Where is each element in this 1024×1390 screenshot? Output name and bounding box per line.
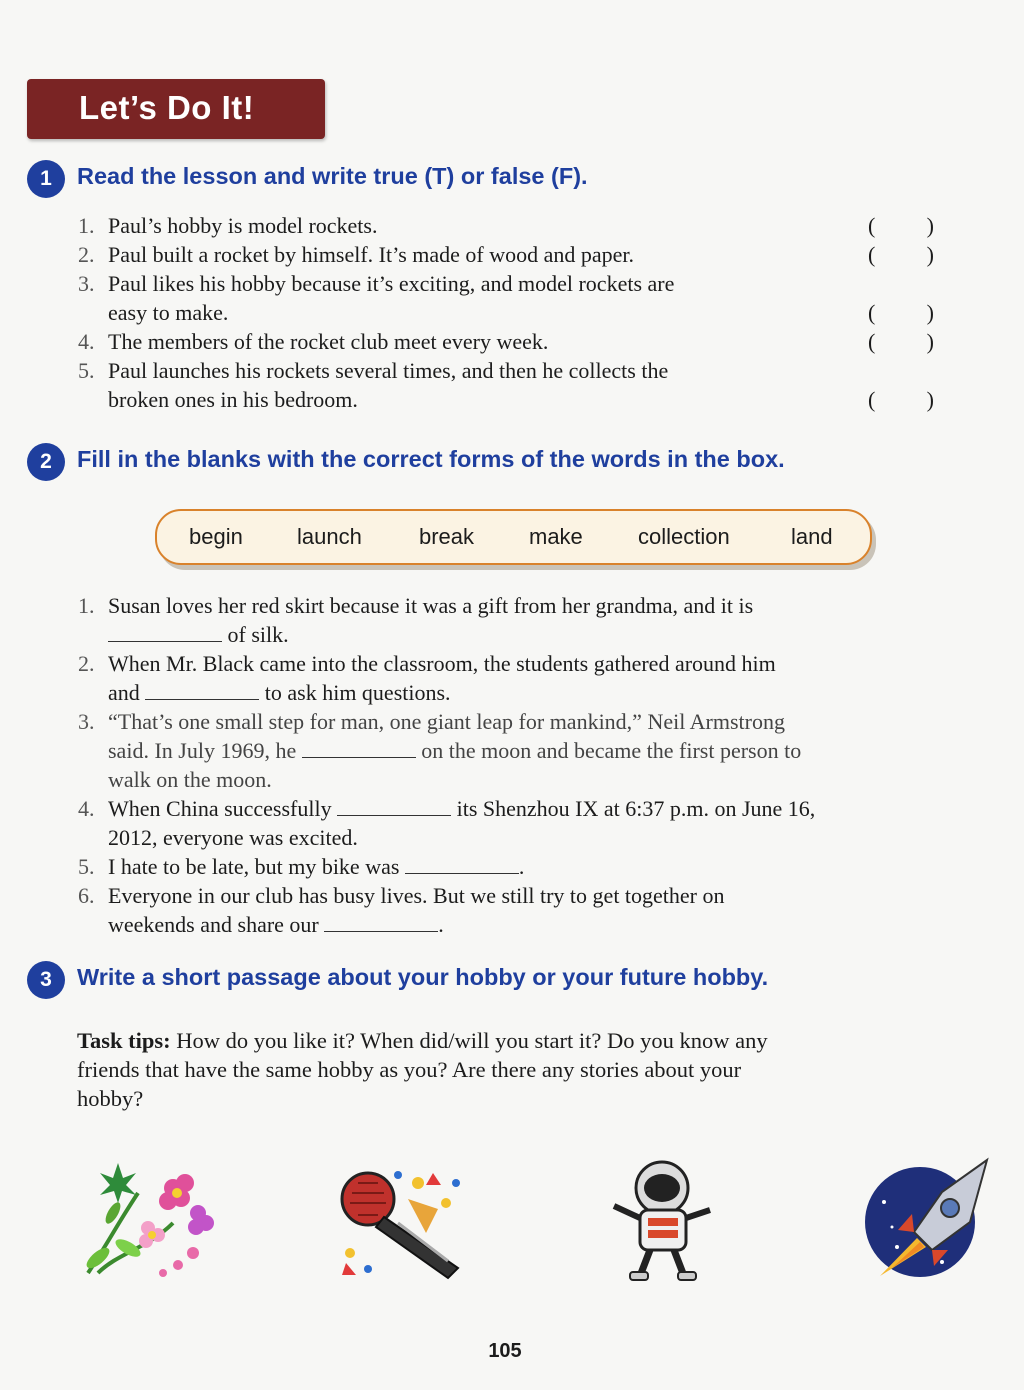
astronaut-icon: [600, 1158, 720, 1286]
word-begin: begin: [189, 524, 243, 549]
task-tips-text: friends that have the same hobby as you? Are there any stories about your: [77, 1057, 742, 1082]
item-text: Paul launches his rockets several times, and then he collects the: [108, 358, 669, 383]
item-text: Paul’s hobby is model rockets.: [108, 213, 378, 238]
item-text: Everyone in our club has busy lives. But we still try to get together on: [108, 883, 725, 908]
item-text: When China successfully its Shenzhou IX at 6:37 p.m. on June 16,: [108, 796, 816, 821]
task-tips-label: Task tips:: [77, 1028, 171, 1053]
word-land: land: [791, 524, 833, 549]
section-instruction: Write a short passage about your hobby or your future hobby.: [77, 964, 769, 990]
microphone-icon: [338, 1163, 468, 1281]
item-text: Susan loves her red skirt because it was a gift from her grandma, and it is: [108, 593, 754, 618]
word-collection: collection: [638, 524, 730, 549]
task-tips-text: How do you like it? When did/will you start it? Do you know any: [176, 1028, 768, 1053]
item-number: 4.: [78, 329, 95, 354]
item-text: broken ones in his bedroom.: [108, 387, 358, 412]
item-number: 3.: [78, 709, 95, 734]
item-number: 4.: [78, 796, 95, 821]
section-number-badge: 1: [27, 160, 65, 198]
answer-blank[interactable]: [337, 795, 451, 816]
item-text: and to ask him questions.: [108, 680, 451, 705]
task-tips-text: hobby?: [77, 1086, 144, 1111]
item-text: “That’s one small step for man, one giant leap for mankind,” Neil Armstrong: [108, 709, 785, 734]
answer-blank[interactable]: [108, 621, 222, 642]
flowers-icon: [78, 1153, 218, 1285]
item-text: The members of the rocket club meet every week.: [108, 329, 549, 354]
item-text: Paul likes his hobby because it’s exciting, and model rockets are: [108, 271, 675, 296]
section-instruction: Read the lesson and write true (T) or false (F).: [77, 163, 588, 189]
word-box: [155, 509, 872, 565]
item-text: easy to make.: [108, 300, 229, 325]
item-number: 5.: [78, 854, 95, 879]
item-number: 5.: [78, 358, 95, 383]
rocket-icon: [862, 1152, 992, 1284]
answer-parentheses[interactable]: ( ): [868, 242, 934, 267]
item-text: 2012, everyone was excited.: [108, 825, 358, 850]
section-instruction: Fill in the blanks with the correct forms of the words in the box.: [77, 446, 785, 472]
section-banner: [27, 79, 325, 139]
answer-parentheses[interactable]: ( ): [868, 387, 934, 412]
answer-blank[interactable]: [405, 853, 519, 874]
answer-blank[interactable]: [324, 911, 438, 932]
answer-blank[interactable]: [302, 737, 416, 758]
page-number: 105: [488, 1340, 522, 1362]
item-number: 6.: [78, 883, 95, 908]
task-tips: [77, 1026, 977, 1113]
item-number: 2.: [78, 651, 95, 676]
item-text: walk on the moon.: [108, 767, 272, 792]
item-text: of silk.: [108, 620, 289, 649]
word-launch: launch: [297, 524, 362, 549]
item-text: I hate to be late, but my bike was .: [108, 854, 525, 879]
section-number-badge: 2: [27, 443, 65, 481]
item-number: 2.: [78, 242, 95, 267]
banner-title: Let’s Do It!: [79, 89, 255, 126]
item-text: weekends and share our .: [108, 912, 444, 937]
item-text: Paul built a rocket by himself. It’s made of wood and paper.: [108, 242, 635, 267]
item-text: When Mr. Black came into the classroom, the students gathered around him: [108, 651, 776, 676]
word-break: break: [419, 524, 475, 549]
section-number-badge: 3: [27, 961, 65, 999]
answer-parentheses[interactable]: ( ): [868, 329, 934, 354]
item-number: 1.: [78, 213, 95, 238]
item-text: said. In July 1969, he on the moon and became the first person to: [108, 738, 802, 763]
item-number: 1.: [78, 593, 95, 618]
answer-blank[interactable]: [145, 679, 259, 700]
word-make: make: [529, 524, 583, 549]
answer-parentheses[interactable]: ( ): [868, 213, 934, 238]
item-number: 3.: [78, 271, 95, 296]
answer-parentheses[interactable]: ( ): [868, 300, 934, 325]
